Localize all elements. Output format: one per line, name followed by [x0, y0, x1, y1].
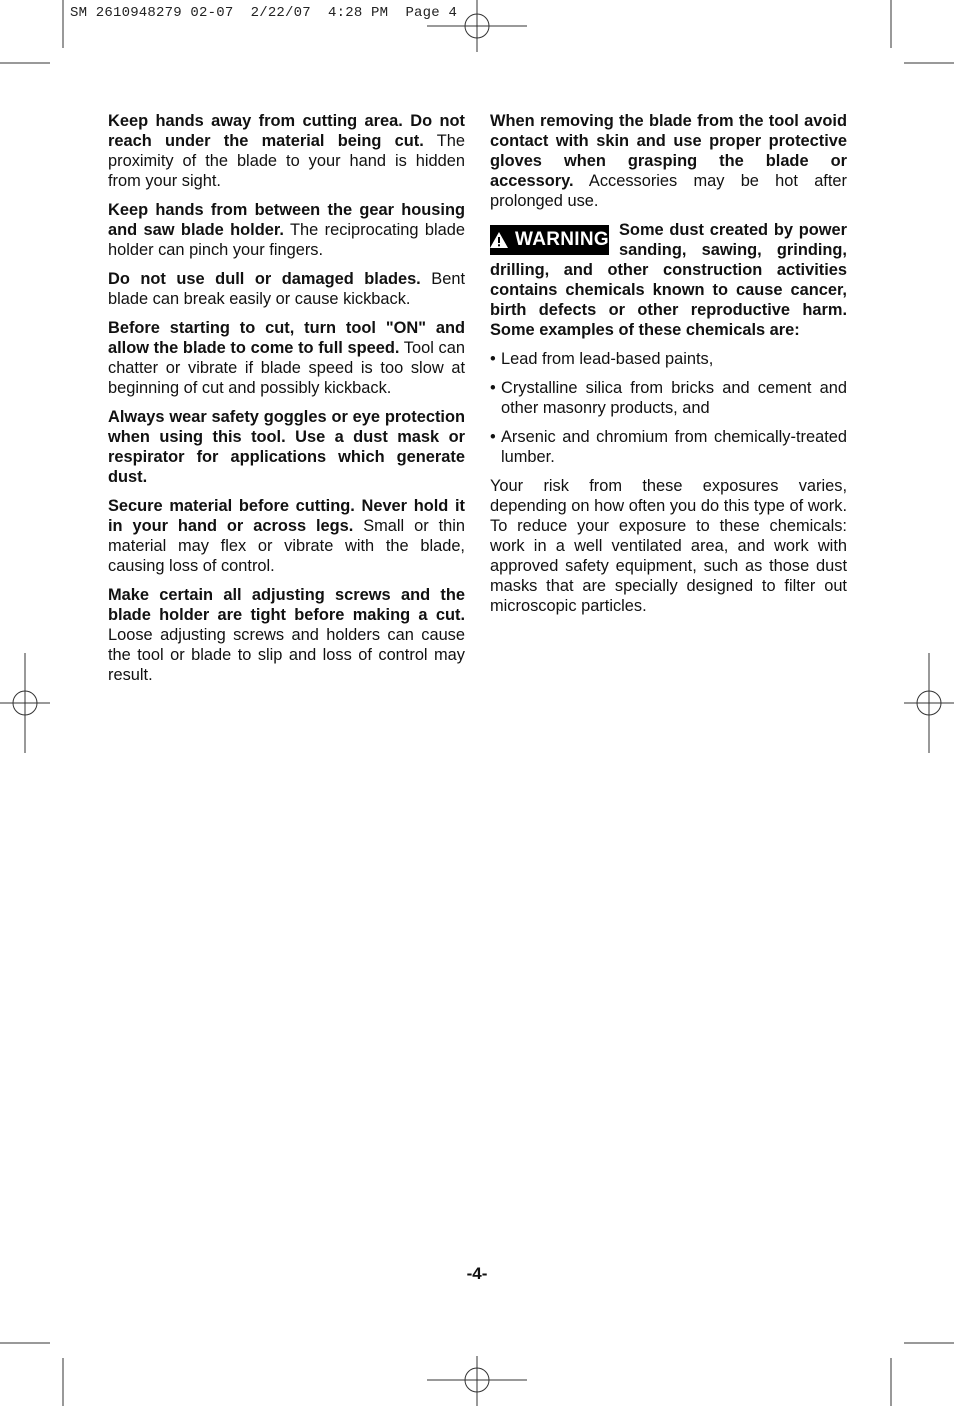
paragraph-heading: When removing the blade from the tool avoid contact with skin and use proper protective gloves when grasping the blade or accessory.	[490, 112, 847, 190]
page-number: -4-	[466, 1264, 488, 1283]
exposure-paragraph: Your risk from these exposures varies, depending on how often you do this type of work. To reduce your exposure to these chemicals: work in a well ventilated area, and work with approved safety equipment, such as those dust masks that are specially designed to filter out microscopic particles.	[490, 477, 847, 615]
warning-paragraph	[490, 220, 847, 340]
list-item: • Arsenic and chromium from chemically-treated lumber.	[490, 427, 847, 467]
safety-paragraph	[108, 200, 465, 260]
blade-removal-paragraph	[490, 111, 847, 211]
safety-paragraph	[108, 318, 465, 398]
warning-badge	[490, 225, 609, 255]
paragraph-body: The proximity of the blade to your hand is hidden from your sight.	[108, 132, 465, 190]
warning-triangle-icon	[490, 232, 508, 248]
paragraph-body: Accessories may be hot after prolonged use.	[490, 172, 847, 210]
paragraph-heading: Do not use dull or damaged blades.	[108, 270, 421, 288]
print-slug: SM 2610948279 02-07 2/22/07 4:28 PM Page 4	[70, 5, 458, 21]
safety-paragraph	[108, 269, 465, 309]
left-column	[108, 111, 465, 694]
list-item: • Crystalline silica from bricks and cement and other masonry products, and	[490, 378, 847, 418]
warning-label: WARNING	[515, 229, 609, 250]
safety-paragraph	[108, 585, 465, 685]
right-column	[490, 111, 847, 625]
safety-paragraph	[108, 496, 465, 576]
chemical-list	[490, 349, 847, 467]
paragraph-heading: Keep hands from between the gear housing and saw blade holder.	[108, 201, 465, 239]
warning-text: Some dust created by power sanding, sawing, grinding, drilling, and other construction activities contains chemicals known to cause cancer, birth defects or other reproductive harm. Some examples of these chemicals are:	[490, 221, 847, 339]
safety-paragraph	[108, 111, 465, 191]
paragraph-heading: Make certain all adjusting screws and the blade holder are tight before making a cut.	[108, 586, 465, 624]
paragraph-heading: Always wear safety goggles or eye protection when using this tool. Use a dust mask or respirator for applications which generate dust.	[108, 408, 465, 486]
paragraph-body: Small or thin material may flex or vibrate with the blade, causing loss of control.	[108, 517, 465, 575]
list-item: • Lead from lead-based paints,	[490, 349, 847, 369]
paragraph-heading: Before starting to cut, turn tool "ON" and allow the blade to come to full speed.	[108, 319, 465, 357]
paragraph-body: The reciprocating blade holder can pinch your fingers.	[108, 221, 465, 259]
paragraph-body: Bent blade can break easily or cause kickback.	[108, 270, 466, 308]
paragraph-heading: Secure material before cutting. Never hold it in your hand or across legs.	[108, 497, 465, 535]
paragraph-body: Tool can chatter or vibrate if blade speed is too slow at beginning of cut and possibly kickback.	[108, 339, 465, 397]
paragraph-heading: Keep hands away from cutting area. Do not reach under the material being cut.	[108, 112, 465, 150]
safety-paragraph	[108, 407, 465, 487]
paragraph-body: Loose adjusting screws and holders can cause the tool or blade to slip and loss of control may result.	[108, 626, 465, 684]
